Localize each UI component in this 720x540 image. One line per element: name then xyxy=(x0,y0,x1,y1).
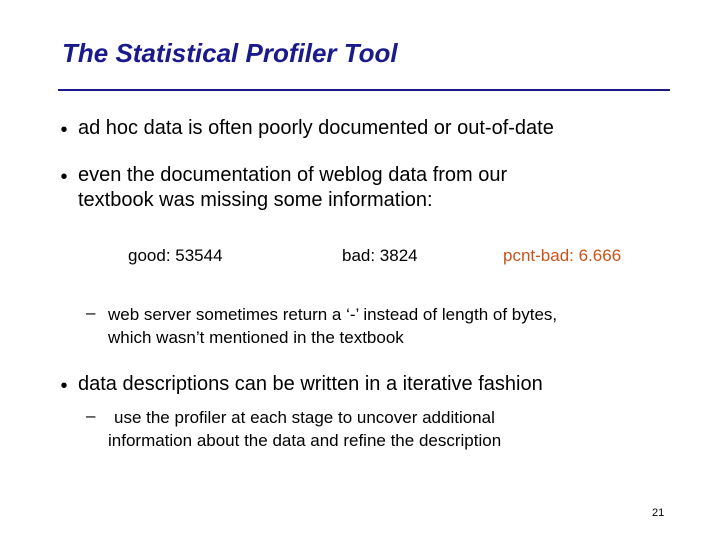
sub-bullet-1-text-line-1: web server sometimes return a ‘-’ instead of length of bytes, xyxy=(108,305,558,324)
stat-pcnt-bad: pcnt-bad: 6.666 xyxy=(503,246,622,265)
sub-bullet-2-text-line-1: use the profiler at each stage to uncover additional xyxy=(114,408,495,427)
slide-title: The Statistical Profiler Tool xyxy=(62,38,398,68)
bullet-1-text: ad hoc data is often poorly documented or out-of-date xyxy=(78,117,554,139)
bullet-2-text-line-1: even the documentation of weblog data from our xyxy=(78,164,508,186)
sub-bullet-marker: – xyxy=(86,303,96,322)
bullet-2-text-line-2: textbook was missing some information: xyxy=(78,189,433,211)
stat-bad: bad: 3824 xyxy=(342,246,418,265)
sub-bullet-1-text-line-2: which wasn’t mentioned in the textbook xyxy=(108,328,404,347)
sub-bullet-2-text-line-2: information about the data and refine the description xyxy=(108,431,502,450)
bullet-marker: • xyxy=(60,119,68,141)
page-number: 21 xyxy=(652,507,665,519)
stat-good: good: 53544 xyxy=(128,246,223,265)
title-underline xyxy=(58,89,670,91)
bullet-marker: • xyxy=(60,375,68,397)
sub-bullet-marker: – xyxy=(86,406,96,425)
bullet-3-text: data descriptions can be written in a iterative fashion xyxy=(78,373,543,395)
bullet-marker: • xyxy=(60,166,68,188)
